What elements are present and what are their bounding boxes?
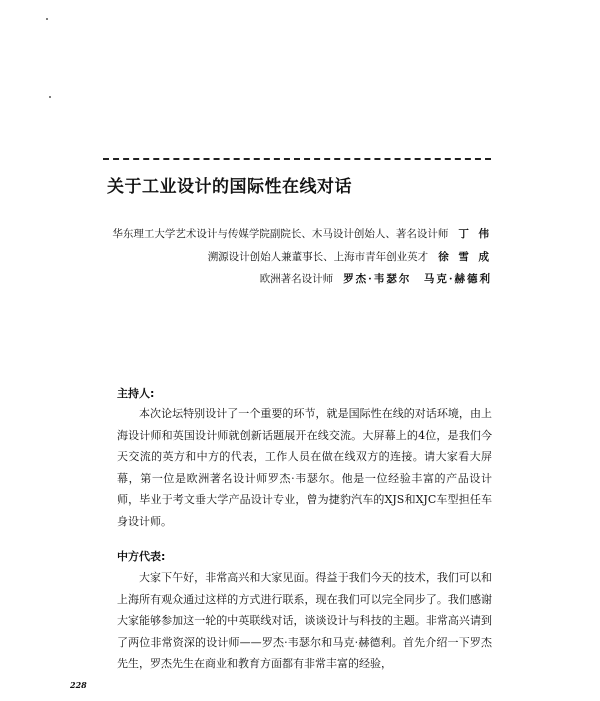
scan-speck <box>49 96 51 98</box>
author-affiliation: 欧洲著名设计师 <box>259 273 334 285</box>
author-name: 丁 伟 <box>458 228 492 240</box>
author-affiliation: 溯源设计创始人兼董事长、上海市青年创业英才 <box>207 251 429 263</box>
author-line-2 <box>208 249 492 264</box>
host-paragraph: 本次论坛特别设计了一个重要的环节，就是国际性在线的对话环境，由上海设计师和英国设计师就创新话题展开在线交流。大屏幕上的4位，是我们今天交流的英方和中方的代表，工作人员在做在线双方的连接。请大家看大屏幕，第一位是欧洲著名设计师罗杰·韦瑟尔。他是一位经验丰富的产品设计师，毕业于考文垂大学产品设计专业，曾为捷豹汽车的XJS和XJC车型担任车身设计师。 <box>117 407 492 528</box>
author-line-3 <box>260 271 492 286</box>
author-name: 徐 雪 成 <box>438 251 492 263</box>
page-number: 228 <box>70 680 87 690</box>
article-title: 关于工业设计的国际性在线对话 <box>107 177 352 197</box>
scan-speck <box>46 18 48 20</box>
chinese-rep-paragraph: 大家下午好，非常高兴和大家见面。得益于我们今天的技术，我们可以和上海所有观众通过这样的方式进行联系，现在我们可以完全同步了。我们感谢大家能够参加这一轮的中英联线对话，谈谈设计与科技的主题。非常高兴请到了两位非常资深的设计师——罗杰·韦瑟尔和马克·赫德利。首先介绍一下罗杰先生，罗杰先生在商业和教育方面都有非常丰富的经验， <box>117 571 492 671</box>
host-label: 主持人: <box>117 387 155 400</box>
author-line-1 <box>112 226 492 241</box>
chinese-rep-label: 中方代表: <box>117 550 166 563</box>
author-affiliation: 华东理工大学艺术设计与传媒学院副院长、木马设计创始人、著名设计师 <box>112 228 449 240</box>
title-rule <box>103 158 491 160</box>
author-name: 罗杰·韦瑟尔 马克·赫德利 <box>343 273 492 285</box>
